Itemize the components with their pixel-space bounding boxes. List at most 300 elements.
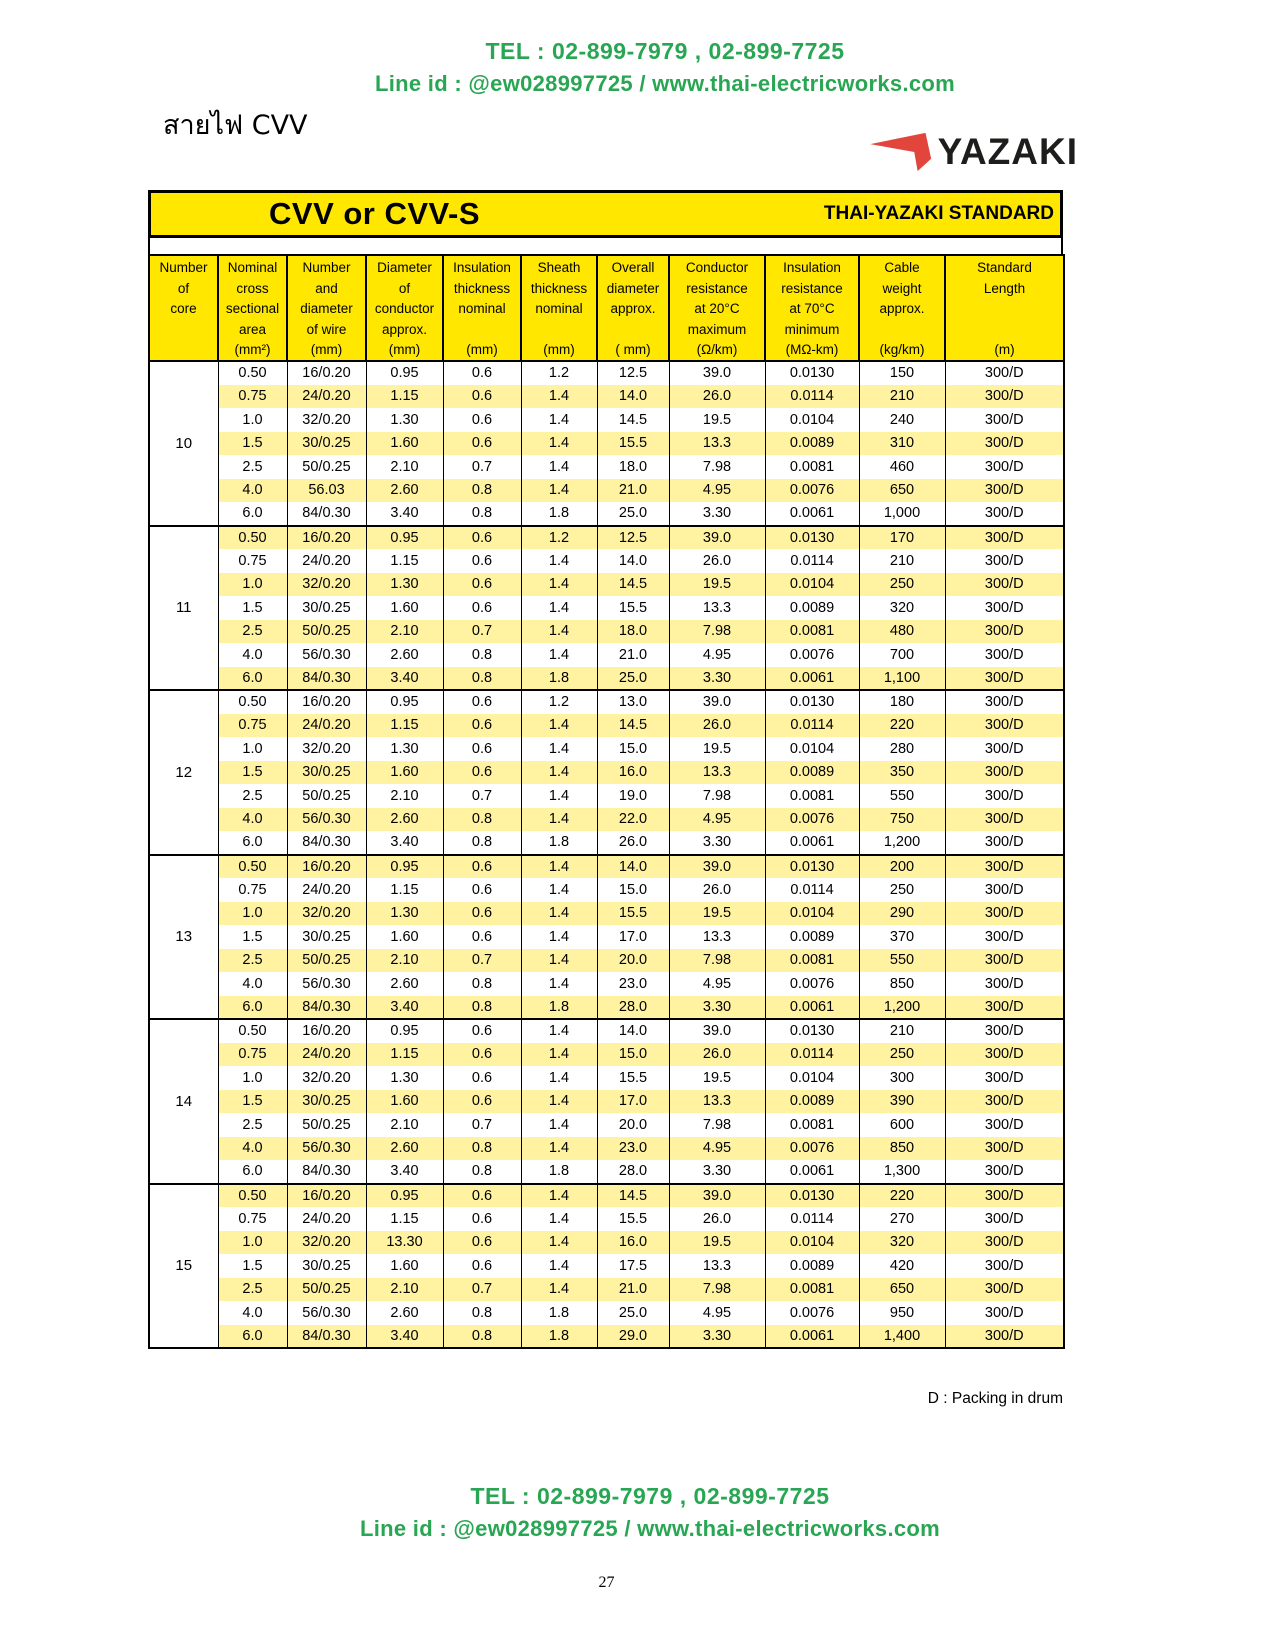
- table-cell: 0.0089: [765, 925, 859, 949]
- core-count-cell: 13: [149, 855, 218, 1020]
- column-header: Sheath thickness nominal (mm): [521, 255, 597, 361]
- table-cell: 2.60: [366, 479, 443, 503]
- table-cell: 0.0076: [765, 808, 859, 832]
- table-cell: 24/0.20: [287, 549, 366, 573]
- table-cell: 15.5: [597, 596, 669, 620]
- core-count-cell: 11: [149, 526, 218, 691]
- column-header: Diameter of conductor approx. (mm): [366, 255, 443, 361]
- table-cell: 84/0.30: [287, 502, 366, 526]
- table-cell: 300/D: [945, 1066, 1064, 1090]
- table-cell: 300/D: [945, 1043, 1064, 1067]
- table-cell: 250: [859, 878, 945, 902]
- table-cell: 17.0: [597, 925, 669, 949]
- table-cell: 460: [859, 455, 945, 479]
- table-cell: 6.0: [218, 667, 287, 691]
- table-row: [149, 855, 1064, 879]
- table-cell: 1.0: [218, 1066, 287, 1090]
- table-cell: 1,400: [859, 1325, 945, 1349]
- table-cell: 84/0.30: [287, 1325, 366, 1349]
- table-cell: 300/D: [945, 432, 1064, 456]
- table-cell: 6.0: [218, 996, 287, 1020]
- table-cell: 300/D: [945, 1113, 1064, 1137]
- table-cell: 1.4: [521, 385, 597, 409]
- table-cell: 300/D: [945, 831, 1064, 855]
- table-cell: 550: [859, 784, 945, 808]
- brand-name: YAZAKI: [937, 131, 1078, 172]
- table-cell: 0.7: [443, 784, 521, 808]
- table-cell: 210: [859, 549, 945, 573]
- yazaki-logo: [868, 126, 1078, 178]
- table-cell: 0.6: [443, 573, 521, 597]
- table-cell: 210: [859, 385, 945, 409]
- table-cell: 13.3: [669, 925, 765, 949]
- page-number: 27: [598, 1574, 615, 1591]
- table-cell: 12.5: [597, 361, 669, 385]
- table-header-row: [149, 255, 1064, 361]
- table-cell: 1.2: [521, 361, 597, 385]
- table-row: [149, 432, 1064, 456]
- table-cell: 300/D: [945, 855, 1064, 879]
- table-cell: 19.5: [669, 1231, 765, 1255]
- table-row: [149, 808, 1064, 832]
- table-cell: 420: [859, 1254, 945, 1278]
- table-cell: 24/0.20: [287, 1043, 366, 1067]
- table-cell: 150: [859, 361, 945, 385]
- table-cell: 56/0.30: [287, 643, 366, 667]
- table-cell: 2.5: [218, 1278, 287, 1302]
- table-cell: 84/0.30: [287, 996, 366, 1020]
- table-title: CVV or CVV-S: [269, 196, 480, 231]
- table-cell: 2.60: [366, 1301, 443, 1325]
- table-row: [149, 573, 1064, 597]
- table-cell: 15.0: [597, 1043, 669, 1067]
- table-cell: 1.4: [521, 714, 597, 738]
- table-cell: 1.4: [521, 596, 597, 620]
- table-cell: 0.8: [443, 643, 521, 667]
- table-cell: 6.0: [218, 502, 287, 526]
- line-id-website: Line id : @ew028997725 / www.thai-electricworks.com: [359, 1516, 941, 1541]
- table-cell: 4.95: [669, 479, 765, 503]
- table-cell: 3.30: [669, 996, 765, 1020]
- table-cell: 2.10: [366, 1278, 443, 1302]
- table-cell: 4.0: [218, 1137, 287, 1161]
- table-cell: 15.5: [597, 1066, 669, 1090]
- table-cell: 0.0130: [765, 526, 859, 550]
- table-cell: 1.0: [218, 1231, 287, 1255]
- table-cell: 1.4: [521, 1090, 597, 1114]
- table-row: [149, 596, 1064, 620]
- table-cell: 0.95: [366, 1019, 443, 1043]
- table-row: [149, 1231, 1064, 1255]
- table-cell: 300/D: [945, 573, 1064, 597]
- table-cell: 28.0: [597, 1160, 669, 1184]
- table-cell: 310: [859, 432, 945, 456]
- table-cell: 1.4: [521, 549, 597, 573]
- table-cell: 0.7: [443, 620, 521, 644]
- table-row: [149, 1090, 1064, 1114]
- contact-info-top: [55, 38, 1275, 97]
- table-cell: 0.8: [443, 1137, 521, 1161]
- table-cell: 1.0: [218, 408, 287, 432]
- table-cell: 300/D: [945, 1325, 1064, 1349]
- core-count-cell: 10: [149, 361, 218, 526]
- table-cell: 1,000: [859, 502, 945, 526]
- table-cell: 0.0061: [765, 996, 859, 1020]
- table-cell: 16/0.20: [287, 361, 366, 385]
- table-cell: 0.0104: [765, 902, 859, 926]
- table-cell: 700: [859, 643, 945, 667]
- table-cell: 2.60: [366, 808, 443, 832]
- table-cell: 15.0: [597, 737, 669, 761]
- table-cell: 1.4: [521, 1184, 597, 1208]
- table-cell: 1.4: [521, 455, 597, 479]
- table-cell: 0.50: [218, 1184, 287, 1208]
- table-cell: 300/D: [945, 784, 1064, 808]
- table-cell: 300/D: [945, 479, 1064, 503]
- table-cell: 4.95: [669, 972, 765, 996]
- table-cell: 32/0.20: [287, 737, 366, 761]
- title-gap-row: [148, 238, 1063, 254]
- table-cell: 21.0: [597, 479, 669, 503]
- table-cell: 300/D: [945, 385, 1064, 409]
- table-cell: 1,300: [859, 1160, 945, 1184]
- table-cell: 300/D: [945, 596, 1064, 620]
- table-cell: 24/0.20: [287, 1207, 366, 1231]
- table-cell: 0.6: [443, 1207, 521, 1231]
- table-cell: 0.6: [443, 432, 521, 456]
- table-cell: 1.30: [366, 737, 443, 761]
- table-cell: 1.8: [521, 667, 597, 691]
- table-cell: 550: [859, 949, 945, 973]
- column-header: Standard Length (m): [945, 255, 1064, 361]
- table-cell: 300/D: [945, 1231, 1064, 1255]
- table-cell: 0.6: [443, 761, 521, 785]
- table-cell: 1,200: [859, 996, 945, 1020]
- table-cell: 25.0: [597, 1301, 669, 1325]
- table-cell: 1.60: [366, 925, 443, 949]
- table-cell: 4.0: [218, 1301, 287, 1325]
- table-cell: 0.6: [443, 526, 521, 550]
- table-cell: 3.40: [366, 667, 443, 691]
- column-header: Insulation thickness nominal (mm): [443, 255, 521, 361]
- table-cell: 1,200: [859, 831, 945, 855]
- table-cell: 25.0: [597, 502, 669, 526]
- table-row: [149, 1137, 1064, 1161]
- table-cell: 3.30: [669, 502, 765, 526]
- table-cell: 1.4: [521, 432, 597, 456]
- table-cell: 30/0.25: [287, 596, 366, 620]
- table-cell: 0.8: [443, 972, 521, 996]
- table-row: [149, 902, 1064, 926]
- table-cell: 0.6: [443, 902, 521, 926]
- table-cell: 12.5: [597, 526, 669, 550]
- table-cell: 7.98: [669, 455, 765, 479]
- product-label: สายไฟ CVV: [163, 110, 308, 141]
- table-cell: 0.75: [218, 1207, 287, 1231]
- table-row: [149, 549, 1064, 573]
- table-cell: 0.50: [218, 526, 287, 550]
- table-cell: 56/0.30: [287, 1137, 366, 1161]
- column-header: Conductor resistance at 20°C maximum (Ω/km): [669, 255, 765, 361]
- table-row: [149, 1278, 1064, 1302]
- table-cell: 32/0.20: [287, 573, 366, 597]
- table-cell: 0.0130: [765, 361, 859, 385]
- table-cell: 50/0.25: [287, 784, 366, 808]
- table-cell: 0.0081: [765, 1113, 859, 1137]
- table-cell: 600: [859, 1113, 945, 1137]
- table-cell: 1.15: [366, 878, 443, 902]
- table-cell: 15.5: [597, 902, 669, 926]
- table-cell: 300/D: [945, 361, 1064, 385]
- column-header: Nominal cross sectional area (mm²): [218, 255, 287, 361]
- table-cell: 1.4: [521, 1278, 597, 1302]
- table-cell: 13.3: [669, 1090, 765, 1114]
- table-cell: 1.4: [521, 620, 597, 644]
- table-cell: 290: [859, 902, 945, 926]
- table-cell: 3.30: [669, 1160, 765, 1184]
- table-cell: 13.3: [669, 761, 765, 785]
- table-cell: 1.5: [218, 761, 287, 785]
- table-cell: 4.95: [669, 1137, 765, 1161]
- table-cell: 14.0: [597, 385, 669, 409]
- table-cell: 390: [859, 1090, 945, 1114]
- table-row: [149, 408, 1064, 432]
- table-row: [149, 690, 1064, 714]
- table-cell: 1.8: [521, 1325, 597, 1349]
- table-cell: 300/D: [945, 1160, 1064, 1184]
- table-row: [149, 1207, 1064, 1231]
- table-cell: 0.8: [443, 808, 521, 832]
- table-cell: 1.30: [366, 573, 443, 597]
- table-cell: 13.30: [366, 1231, 443, 1255]
- table-cell: 21.0: [597, 1278, 669, 1302]
- table-cell: 950: [859, 1301, 945, 1325]
- table-cell: 0.0081: [765, 949, 859, 973]
- table-cell: 19.5: [669, 737, 765, 761]
- table-cell: 3.30: [669, 1325, 765, 1349]
- table-cell: 300/D: [945, 526, 1064, 550]
- table-row: [149, 714, 1064, 738]
- table-cell: 0.0089: [765, 596, 859, 620]
- table-cell: 1.8: [521, 502, 597, 526]
- table-cell: 15.5: [597, 432, 669, 456]
- table-cell: 1.4: [521, 784, 597, 808]
- table-row: [149, 1301, 1064, 1325]
- table-cell: 0.6: [443, 855, 521, 879]
- table-cell: 23.0: [597, 972, 669, 996]
- table-cell: 1.4: [521, 878, 597, 902]
- table-row: [149, 1160, 1064, 1184]
- table-cell: 1.4: [521, 972, 597, 996]
- table-cell: 2.60: [366, 1137, 443, 1161]
- table-cell: 0.6: [443, 878, 521, 902]
- table-cell: 19.5: [669, 573, 765, 597]
- table-cell: 1,100: [859, 667, 945, 691]
- yazaki-arrow-icon: [868, 128, 936, 176]
- table-cell: 24/0.20: [287, 385, 366, 409]
- table-cell: 210: [859, 1019, 945, 1043]
- table-cell: 0.6: [443, 1066, 521, 1090]
- table-cell: 14.0: [597, 549, 669, 573]
- table-cell: 0.0130: [765, 1019, 859, 1043]
- table-cell: 7.98: [669, 1113, 765, 1137]
- table-cell: 30/0.25: [287, 1254, 366, 1278]
- table-row: [149, 643, 1064, 667]
- table-cell: 1.4: [521, 1254, 597, 1278]
- table-cell: 1.4: [521, 643, 597, 667]
- table-cell: 1.5: [218, 432, 287, 456]
- table-row: [149, 620, 1064, 644]
- table-cell: 0.75: [218, 714, 287, 738]
- table-cell: 0.0104: [765, 408, 859, 432]
- table-cell: 6.0: [218, 1325, 287, 1349]
- table-cell: 300/D: [945, 667, 1064, 691]
- table-cell: 6.0: [218, 831, 287, 855]
- table-cell: 0.0089: [765, 432, 859, 456]
- table-row: [149, 1184, 1064, 1208]
- table-cell: 0.0104: [765, 737, 859, 761]
- table-cell: 300/D: [945, 972, 1064, 996]
- table-cell: 3.30: [669, 831, 765, 855]
- table-row: [149, 1254, 1064, 1278]
- table-cell: 26.0: [669, 714, 765, 738]
- table-cell: 25.0: [597, 667, 669, 691]
- table-cell: 220: [859, 1184, 945, 1208]
- table-row: [149, 361, 1064, 385]
- table-cell: 240: [859, 408, 945, 432]
- table-cell: 0.6: [443, 1043, 521, 1067]
- table-cell: 0.0076: [765, 643, 859, 667]
- table-cell: 32/0.20: [287, 902, 366, 926]
- table-cell: 0.6: [443, 596, 521, 620]
- table-cell: 6.0: [218, 1160, 287, 1184]
- table-cell: 1.5: [218, 1254, 287, 1278]
- table-row: [149, 1113, 1064, 1137]
- table-cell: 16.0: [597, 761, 669, 785]
- table-cell: 4.95: [669, 808, 765, 832]
- table-cell: 84/0.30: [287, 831, 366, 855]
- table-cell: 39.0: [669, 855, 765, 879]
- table-cell: 19.5: [669, 408, 765, 432]
- spec-table: [148, 254, 1065, 1349]
- table-cell: 30/0.25: [287, 432, 366, 456]
- table-cell: 4.0: [218, 479, 287, 503]
- table-cell: 0.6: [443, 925, 521, 949]
- table-cell: 1.15: [366, 385, 443, 409]
- table-cell: 1.4: [521, 855, 597, 879]
- table-cell: 84/0.30: [287, 1160, 366, 1184]
- table-row: [149, 526, 1064, 550]
- table-row: [149, 784, 1064, 808]
- table-cell: 1.60: [366, 1254, 443, 1278]
- table-cell: 300/D: [945, 643, 1064, 667]
- table-cell: 2.10: [366, 949, 443, 973]
- column-header: Overall diameter approx. ( mm): [597, 255, 669, 361]
- table-cell: 180: [859, 690, 945, 714]
- table-cell: 0.7: [443, 455, 521, 479]
- table-cell: 0.95: [366, 690, 443, 714]
- table-cell: 0.8: [443, 667, 521, 691]
- table-cell: 300/D: [945, 455, 1064, 479]
- table-cell: 3.30: [669, 667, 765, 691]
- table-cell: 1.8: [521, 1160, 597, 1184]
- table-cell: 300/D: [945, 996, 1064, 1020]
- table-cell: 0.0089: [765, 761, 859, 785]
- table-cell: 850: [859, 972, 945, 996]
- table-cell: 39.0: [669, 1184, 765, 1208]
- table-cell: 56/0.30: [287, 808, 366, 832]
- table-cell: 0.6: [443, 1090, 521, 1114]
- table-cell: 7.98: [669, 949, 765, 973]
- table-cell: 50/0.25: [287, 1278, 366, 1302]
- table-cell: 1.0: [218, 737, 287, 761]
- table-cell: 30/0.25: [287, 1090, 366, 1114]
- table-cell: 0.0061: [765, 1160, 859, 1184]
- packing-note: D : Packing in drum: [927, 1390, 1063, 1407]
- table-cell: 7.98: [669, 1278, 765, 1302]
- table-cell: 300/D: [945, 714, 1064, 738]
- table-cell: 0.8: [443, 1160, 521, 1184]
- table-cell: 14.5: [597, 408, 669, 432]
- table-cell: 250: [859, 573, 945, 597]
- table-cell: 2.5: [218, 784, 287, 808]
- table-row: [149, 831, 1064, 855]
- table-cell: 0.75: [218, 385, 287, 409]
- table-cell: 32/0.20: [287, 1066, 366, 1090]
- table-cell: 650: [859, 1278, 945, 1302]
- table-cell: 39.0: [669, 526, 765, 550]
- table-cell: 0.0114: [765, 878, 859, 902]
- table-cell: 0.75: [218, 1043, 287, 1067]
- table-cell: 300/D: [945, 902, 1064, 926]
- table-cell: 1.60: [366, 761, 443, 785]
- table-row: [149, 878, 1064, 902]
- table-cell: 16/0.20: [287, 526, 366, 550]
- table-cell: 18.0: [597, 455, 669, 479]
- table-cell: 13.0: [597, 690, 669, 714]
- table-cell: 0.6: [443, 361, 521, 385]
- column-header: Cable weight approx. (kg/km): [859, 255, 945, 361]
- table-cell: 350: [859, 761, 945, 785]
- table-cell: 26.0: [669, 385, 765, 409]
- table-cell: 29.0: [597, 1325, 669, 1349]
- table-cell: 0.0081: [765, 784, 859, 808]
- table-cell: 0.6: [443, 1231, 521, 1255]
- table-cell: 1.15: [366, 549, 443, 573]
- table-cell: 0.95: [366, 526, 443, 550]
- table-cell: 1.4: [521, 1231, 597, 1255]
- table-cell: 2.10: [366, 1113, 443, 1137]
- table-cell: 26.0: [669, 878, 765, 902]
- table-cell: 0.7: [443, 949, 521, 973]
- table-cell: 300: [859, 1066, 945, 1090]
- table-cell: 50/0.25: [287, 455, 366, 479]
- table-cell: 270: [859, 1207, 945, 1231]
- table-cell: 220: [859, 714, 945, 738]
- table-cell: 300/D: [945, 502, 1064, 526]
- table-cell: 1.4: [521, 1066, 597, 1090]
- table-cell: 18.0: [597, 620, 669, 644]
- table-cell: 1.4: [521, 949, 597, 973]
- table-cell: 3.40: [366, 996, 443, 1020]
- table-cell: 30/0.25: [287, 925, 366, 949]
- table-cell: 21.0: [597, 643, 669, 667]
- table-cell: 300/D: [945, 1184, 1064, 1208]
- table-cell: 7.98: [669, 784, 765, 808]
- table-cell: 0.0081: [765, 1278, 859, 1302]
- table-cell: 0.0104: [765, 573, 859, 597]
- table-cell: 16/0.20: [287, 1184, 366, 1208]
